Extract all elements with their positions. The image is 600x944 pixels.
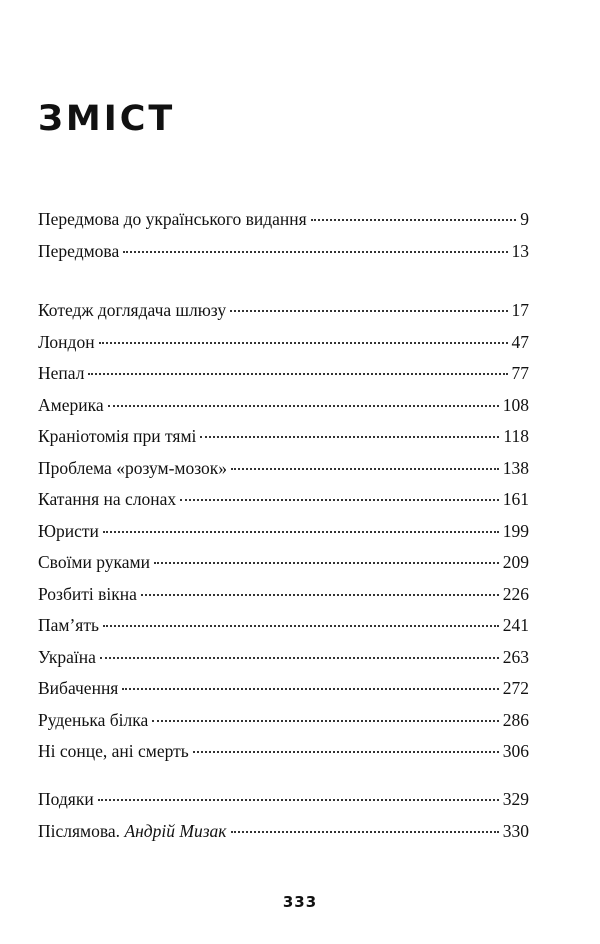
- dot-leader: [230, 310, 507, 312]
- toc-front-matter: [38, 204, 529, 267]
- toc-entry-page: 226: [502, 583, 529, 604]
- toc-entry: [38, 516, 529, 548]
- toc-entry-title: Передмова до українського видання: [38, 209, 307, 229]
- toc-entry-title: Україна: [38, 646, 96, 667]
- dot-leader: [231, 831, 499, 833]
- afterword-author: Андрій Мизак: [124, 820, 227, 841]
- toc-entry-title: Подяки: [38, 789, 94, 809]
- toc-entry-title: Вибачення: [38, 678, 119, 698]
- toc-entry-page: 241: [502, 615, 529, 635]
- toc-entry-page: 17: [511, 300, 529, 320]
- toc-entry: [38, 736, 529, 768]
- page-title: ЗМІСТ: [38, 99, 176, 139]
- toc-entry-page: 47: [511, 331, 529, 352]
- dot-leader: [311, 219, 517, 221]
- toc-entry: [38, 295, 529, 327]
- dot-leader: [193, 751, 499, 753]
- dot-leader: [103, 625, 499, 627]
- toc-entry-title: Лондон: [38, 331, 95, 352]
- dot-leader: [103, 531, 499, 533]
- toc-entry-page: 13: [511, 240, 529, 261]
- toc-entry-title: Руденька білка: [38, 709, 149, 730]
- toc-entry-title: Юристи: [38, 520, 99, 541]
- toc-entry: [38, 236, 529, 268]
- toc-entry-page: 330: [502, 820, 529, 841]
- dot-leader: [123, 251, 507, 253]
- toc-chapters: [38, 295, 529, 768]
- toc-entry: [38, 390, 529, 422]
- toc-entry-title: Розбиті вікна: [38, 583, 137, 604]
- toc-entry: [38, 421, 529, 453]
- toc-entry-page: 209: [502, 552, 529, 572]
- toc-entry: [38, 705, 529, 737]
- toc-entry-page: 329: [502, 789, 529, 809]
- toc-entry: [38, 673, 529, 705]
- toc-entry-title: Ні сонце, ані смерть: [38, 741, 189, 761]
- toc-entry-page: 138: [502, 457, 529, 478]
- afterword-label: Післямова.: [38, 820, 121, 841]
- toc-entry-title: Пам’ять: [38, 615, 99, 635]
- toc-back-matter: [38, 784, 529, 847]
- toc-entry-page: 108: [502, 394, 529, 415]
- dot-leader: [122, 688, 498, 690]
- toc-entry-title: Катання на слонах: [38, 489, 177, 509]
- toc-entry-page: 77: [511, 363, 529, 383]
- toc-entry: [38, 579, 529, 611]
- toc-entry-page: 161: [502, 489, 529, 509]
- toc-entry-page: 199: [502, 520, 529, 541]
- toc-entry-title: Краніотомія при тямі: [38, 426, 197, 446]
- toc-entry-page: 286: [502, 709, 529, 730]
- toc-entry-page: 9: [520, 209, 529, 229]
- toc-entry-title: Своїми руками: [38, 552, 150, 572]
- toc-entry-title: Непал: [38, 363, 85, 383]
- toc-entry: [38, 327, 529, 359]
- toc-entry-title: Америка: [38, 394, 104, 415]
- toc-entry-title: [38, 816, 227, 848]
- toc-entry: [38, 484, 529, 516]
- dot-leader: [154, 562, 499, 564]
- toc-entry-afterword: [38, 816, 529, 848]
- toc-entry-page: 272: [502, 678, 529, 698]
- toc-entry: [38, 358, 529, 390]
- toc-entry: [38, 453, 529, 485]
- toc-entry-acknowledgements: [38, 784, 529, 816]
- dot-leader: [88, 373, 507, 375]
- page-number: 333: [282, 893, 318, 911]
- toc-entry-title: Проблема «розум-мозок»: [38, 457, 228, 478]
- dot-leader: [100, 657, 499, 659]
- dot-leader: [152, 720, 498, 722]
- dot-leader: [200, 436, 499, 438]
- dot-leader: [141, 594, 499, 596]
- toc-entry: [38, 642, 529, 674]
- toc-entry: [38, 547, 529, 579]
- toc-entry: [38, 610, 529, 642]
- toc-entry: [38, 204, 529, 236]
- toc-entry-page: 118: [503, 426, 529, 446]
- dot-leader: [98, 799, 499, 801]
- toc-entry-page: 306: [502, 741, 529, 761]
- dot-leader: [99, 342, 508, 344]
- dot-leader: [108, 405, 499, 407]
- toc-entry-page: 263: [502, 646, 529, 667]
- toc-entry-title: Передмова: [38, 240, 120, 261]
- dot-leader: [180, 499, 499, 501]
- dot-leader: [231, 468, 499, 470]
- toc-entry-title: Котедж доглядача шлюзу: [38, 300, 227, 320]
